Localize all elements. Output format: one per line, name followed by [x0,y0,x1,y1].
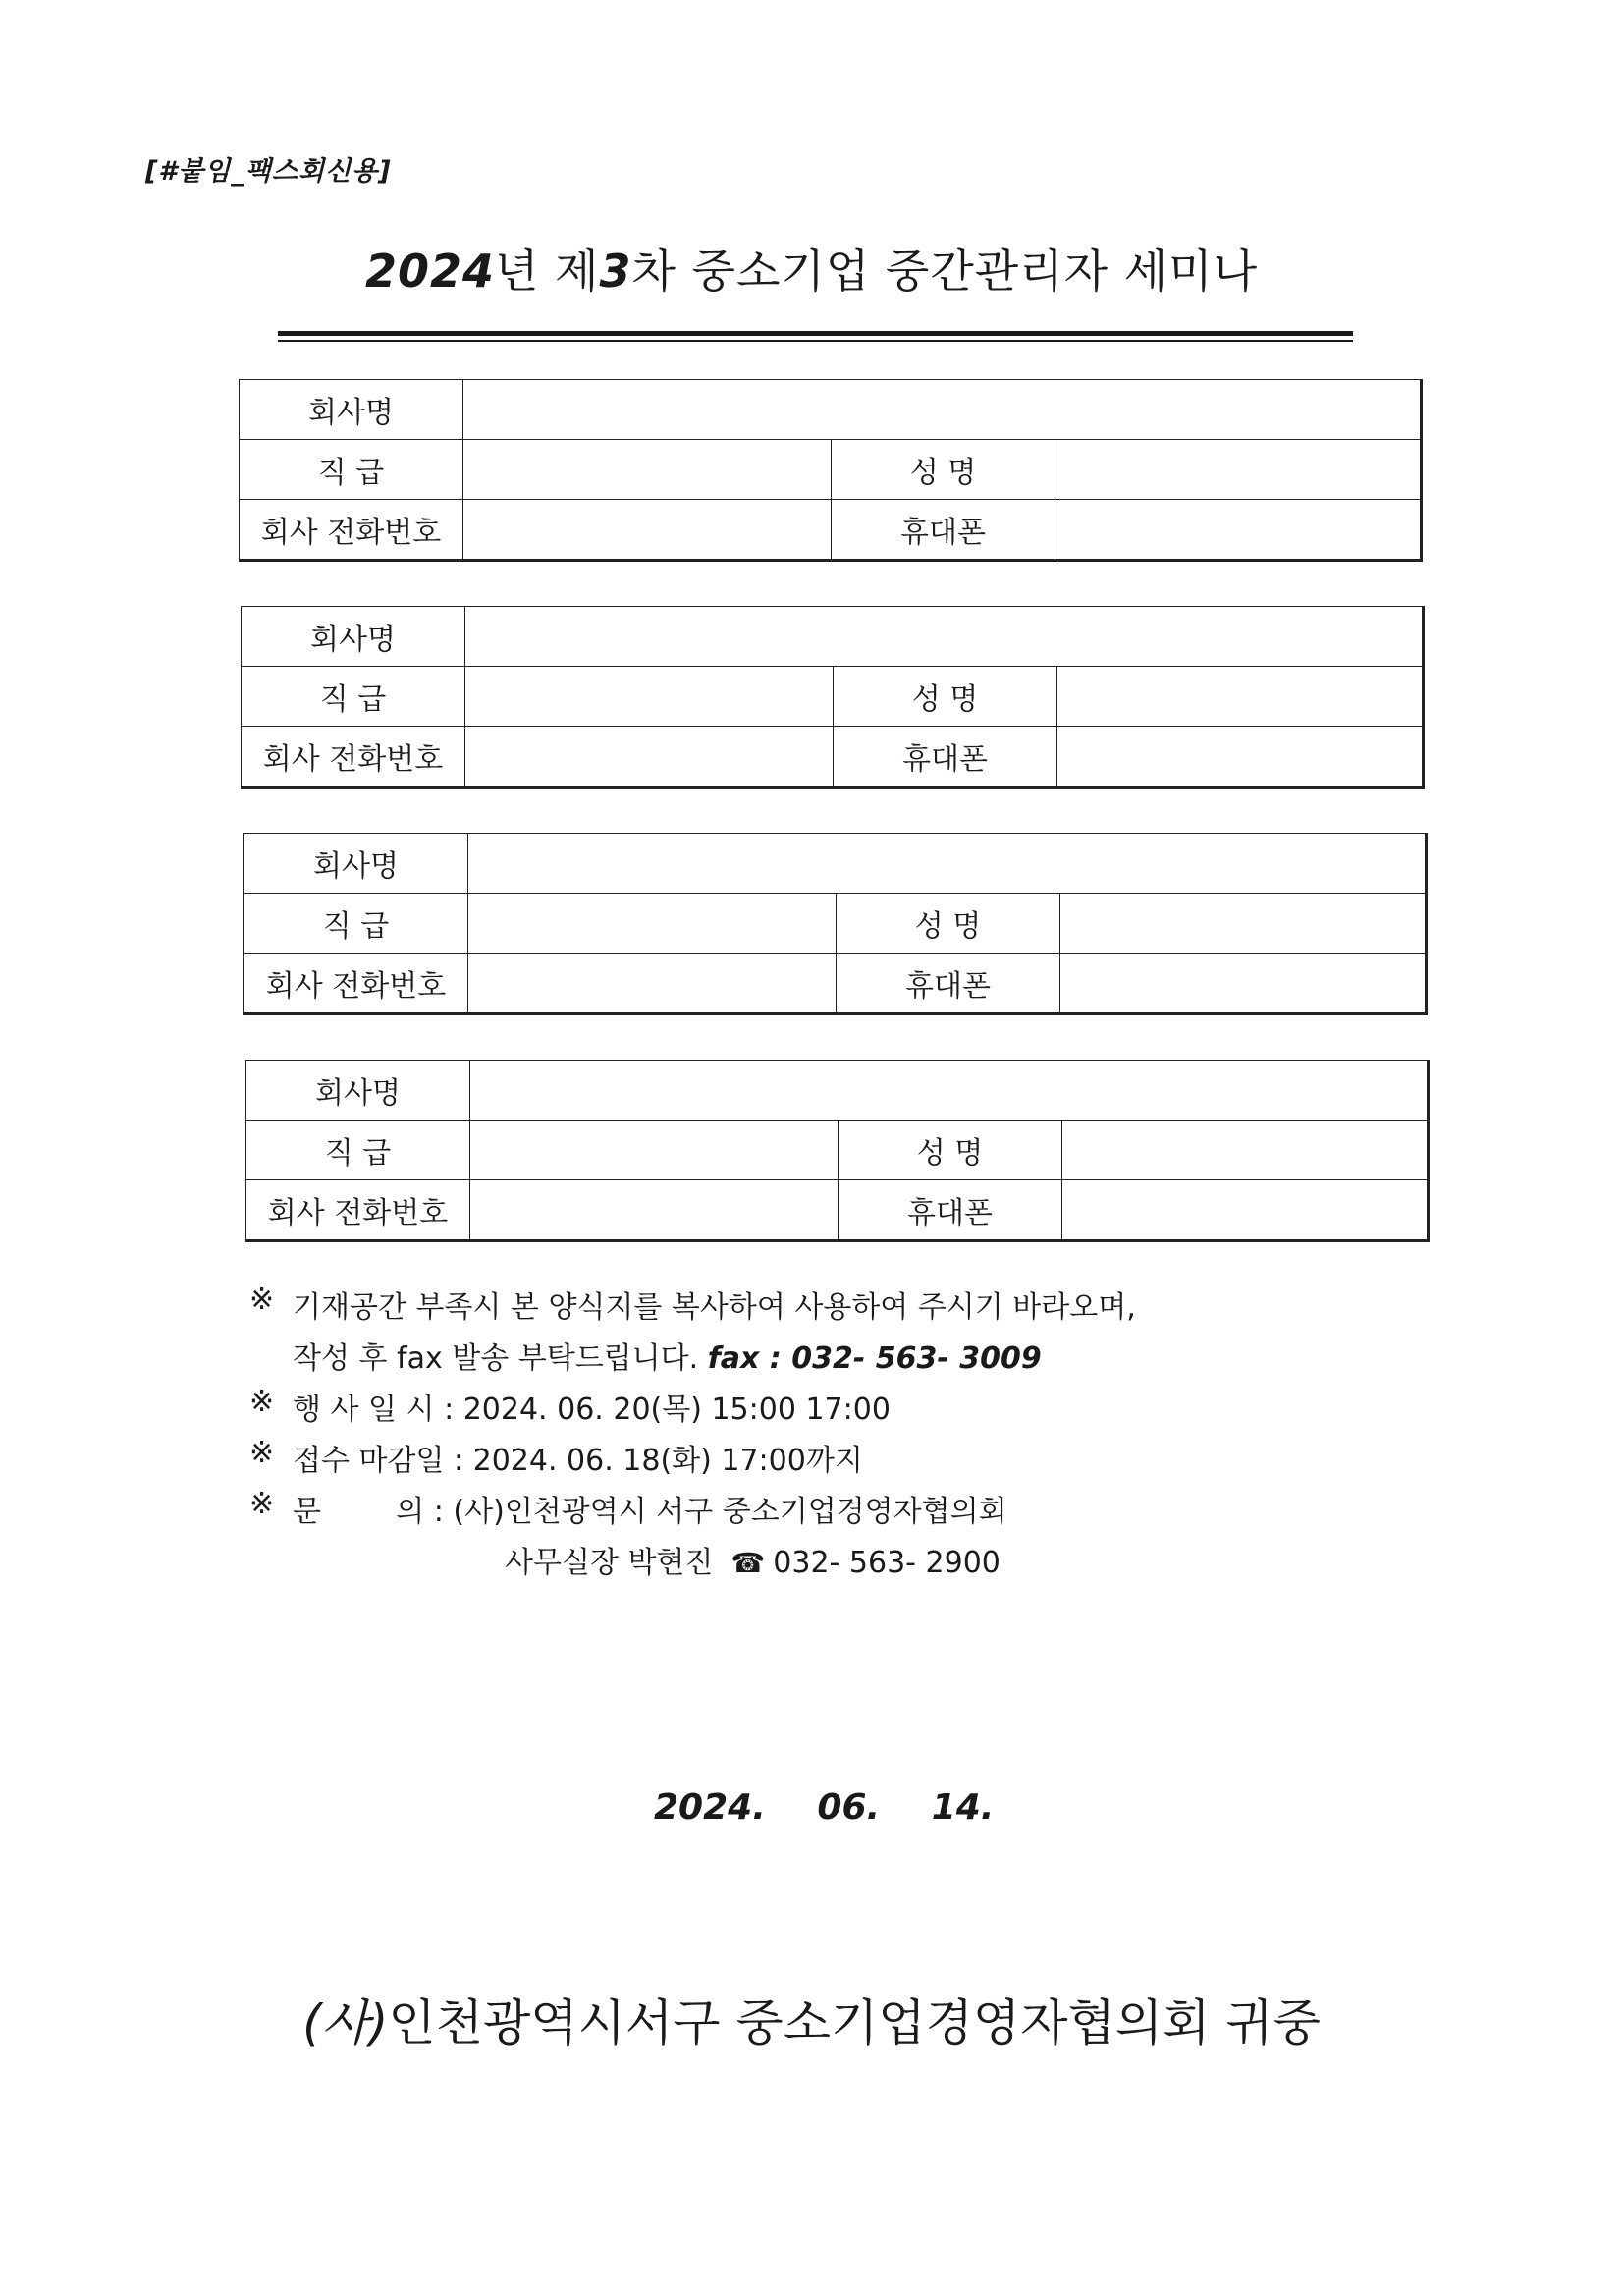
registration-form-1 [239,379,1423,562]
mobile-field[interactable] [1057,727,1424,788]
title-rule-thin [278,340,1353,342]
note-mark: ※ [249,1436,275,1470]
name-label: 성 명 [834,667,1057,727]
name-field[interactable] [1055,440,1422,500]
note-mark: ※ [249,1487,275,1521]
name-label: 성 명 [839,1121,1062,1180]
contact-phone: 032- 563- 2900 [773,1546,1001,1580]
company-label: 회사명 [246,1061,470,1121]
position-label: 직 급 [242,667,465,727]
note-mark: ※ [249,1385,275,1419]
document-title [0,236,1623,301]
position-label: 직 급 [244,894,468,954]
footer-prefix: (사) [302,1995,389,2051]
company-label: 회사명 [242,607,465,667]
company-label: 회사명 [244,834,468,894]
company-phone-label: 회사 전화번호 [246,1180,470,1241]
note-text-line2 [293,1334,1042,1377]
company-field[interactable] [470,1061,1429,1121]
company-field[interactable] [463,380,1422,440]
note-text: 기재공간 부족시 본 양식지를 복사하여 사용하여 주시기 바라오며, [293,1290,1136,1325]
event-datetime: 행 사 일 시 : 2024. 06. 20(목) 15:00 17:00 [293,1393,891,1427]
registration-form-2 [241,606,1425,789]
position-label: 직 급 [240,440,463,500]
title-rule-thick [278,331,1353,336]
company-field[interactable] [465,607,1424,667]
company-phone-label: 회사 전화번호 [244,954,468,1014]
company-phone-field[interactable] [468,954,837,1014]
company-phone-field[interactable] [470,1180,839,1241]
position-field[interactable] [470,1121,839,1180]
registration-deadline: 접수 마감일 : 2024. 06. 18(화) 17:00까지 [293,1444,863,1478]
inquiry-organization: 문 의 : (사)인천광역시 서구 중소기업경영자협의회 [293,1495,1007,1529]
company-phone-label: 회사 전화번호 [240,500,463,561]
fax-number: fax : 032- 563- 3009 [707,1341,1042,1376]
contact-person: 사무실장 박현진 [505,1546,714,1580]
company-field[interactable] [468,834,1427,894]
telephone-icon: ☎ [730,1547,766,1579]
attachment-tag: [#붙임_팩스회신용] [145,156,392,187]
company-phone-field[interactable] [463,500,832,561]
position-field[interactable] [463,440,832,500]
title-part1: 년 제 [494,245,600,298]
position-field[interactable] [465,667,834,727]
mobile-label: 휴대폰 [837,954,1060,1014]
position-field[interactable] [468,894,837,954]
name-label: 성 명 [832,440,1055,500]
name-label: 성 명 [837,894,1060,954]
contact-line [505,1538,1001,1581]
fax-instruction: 작성 후 fax 발송 부탁드립니다. [293,1341,699,1376]
company-label: 회사명 [240,380,463,440]
mobile-label: 휴대폰 [832,500,1055,561]
name-field[interactable] [1062,1121,1429,1180]
company-phone-field[interactable] [465,727,834,788]
title-number: 3 [599,245,632,298]
position-label: 직 급 [246,1121,470,1180]
footer-organization: 인천광역시서구 중소기업경영자협의회 귀중 [388,1995,1321,2051]
mobile-label: 휴대폰 [834,727,1057,788]
mobile-field[interactable] [1062,1180,1429,1241]
title-part2: 차 중소기업 중간관리자 세미나 [631,245,1259,298]
note-mark: ※ [249,1283,275,1317]
company-phone-label: 회사 전화번호 [242,727,465,788]
registration-form-4 [245,1060,1430,1242]
title-year: 2024 [364,245,495,298]
document-date: 2024. 06. 14. [654,1787,995,1828]
mobile-field[interactable] [1055,500,1422,561]
registration-form-3 [243,833,1428,1015]
footer-addressee [0,1984,1623,2054]
name-field[interactable] [1057,667,1424,727]
mobile-field[interactable] [1060,954,1427,1014]
name-field[interactable] [1060,894,1427,954]
mobile-label: 휴대폰 [839,1180,1062,1241]
